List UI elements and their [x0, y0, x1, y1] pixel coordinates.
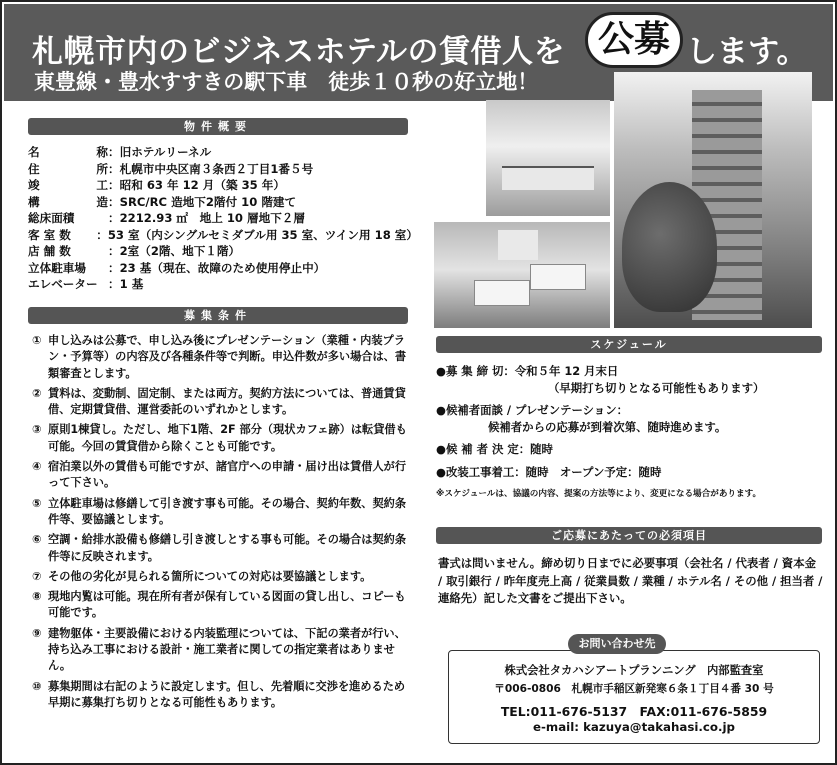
- overview-value: ：2212.93 ㎡ 地上 10 層地下２層: [108, 211, 305, 225]
- condition-number: ⑥: [32, 533, 42, 547]
- overview-row: [28, 144, 418, 161]
- headline-subtitle: 東豊線・豊水すすきの駅下車 徒歩１０秒の好立地！: [34, 70, 539, 94]
- overview-row: [28, 194, 418, 211]
- condition-item: [32, 626, 412, 675]
- overview-label: [28, 260, 108, 277]
- condition-text: 申し込みは公募で、申し込み後にプレゼンテーション（業種・内装プラン・予算等）の内容及び各種条件等で判断。申込件数が多い場合は、書類審査とします。: [48, 334, 407, 380]
- overview-label: [28, 161, 108, 178]
- schedule-decision: ●候 補 者 決 定：随時: [436, 442, 553, 456]
- overview-label-part: 工: [96, 178, 108, 192]
- public-offering-badge: 公募: [585, 12, 683, 68]
- schedule-interview-note: 候補者からの応募が到着次第、随時進めます。: [488, 419, 727, 434]
- overview-label-part: 立体駐車場: [28, 260, 86, 275]
- overview-label: [28, 227, 96, 244]
- condition-item: [32, 679, 412, 712]
- contact-company: 株式会社タカハシアートプランニング 内部監査室: [504, 664, 764, 677]
- overview-value: ：1 基: [108, 277, 144, 291]
- overview-label-part: 総床面積: [28, 211, 75, 225]
- schedule-list: [436, 363, 826, 503]
- condition-item: [32, 386, 412, 419]
- headline-title-end: します。: [686, 34, 808, 70]
- condition-number: ③: [32, 423, 42, 437]
- condition-text: 原則1棟貸し。ただし、地下1階、2F 部分（現状カフェ跡）は転貸借も可能。今回の賃貸借から除くことも可能です。: [48, 423, 407, 453]
- overview-value: ：53 室（内シングルセミダブル用 35 室、ツイン用 18 室）: [96, 227, 418, 242]
- condition-text: 立体駐車場は修繕して引き渡す事も可能。その場合、契約年数、契約条件等、要協議とします。: [48, 496, 407, 526]
- overview-label: [28, 194, 108, 211]
- condition-item: [32, 569, 412, 585]
- headline-title: 札幌市内のビジネスホテルの賃借人を: [32, 34, 566, 70]
- condition-number: ①: [32, 334, 42, 347]
- room-window-shape: [498, 230, 538, 260]
- overview-row: [28, 210, 418, 227]
- required-text: 書式は問いません。締め切り日までに必要事項（会社名 / 代表者 / 資本金 / 取引銀行 / 昨年度売上高 / 従業員数 / 業種 / ホテル名 / その他 / 担当者 / 連絡先）記した文書をご提出下さい。: [438, 556, 823, 605]
- overview-row: [28, 177, 418, 194]
- schedule-heading: スケジュール: [436, 336, 822, 353]
- condition-item: [32, 532, 412, 565]
- contact-address: 〒006-0806 札幌市手稲区新発寒６条１丁目４番 30 号: [494, 683, 774, 695]
- overview-label-part: 竣: [28, 178, 40, 192]
- condition-text: 宿泊業以外の賃借も可能ですが、諸官庁への申請・届け出は賃借人が行って下さい。: [48, 460, 407, 490]
- overview-label-part: 造: [96, 194, 108, 209]
- overview-value: ：SRC/RC 造地下2階付 10 階建て: [108, 194, 297, 209]
- overview-value: ：昭和 63 年 12 月（築 35 年）: [108, 178, 285, 192]
- overview-label-part: 称: [96, 145, 108, 159]
- condition-item: [32, 496, 412, 529]
- schedule-deadline: ●募 集 締 切：令和５年 12 月末日: [436, 364, 619, 378]
- tree-shape: [622, 182, 717, 312]
- overview-label-part: 構: [28, 194, 40, 209]
- condition-text: 募集期間は右記のように設定します。但し、先着順に交渉を進めるため早期に募集打ち切りとなる可能性もあります。: [48, 679, 406, 709]
- overview-label: [28, 243, 108, 260]
- overview-label-part: エレベーター: [28, 277, 98, 291]
- schedule-note: ※スケジュールは、協議の内容、提案の方法等により、変更になる場合があります。: [436, 489, 762, 499]
- overview-row: [28, 276, 418, 293]
- bed-shape: [530, 264, 586, 290]
- overview-label: [28, 177, 108, 194]
- schedule-deadline-note: （早期打ち切りとなる可能性もあります）: [548, 380, 765, 395]
- condition-text: 現地内覧は可能。現在所有者が保有している図面の貸し出し、コピーも可能です。: [48, 590, 406, 620]
- schedule-interview: ●候補者面談 / プレゼンテーション：: [436, 403, 628, 417]
- condition-text: 賃料は、変動制、固定制、または両方。契約方法については、普通賃貸借、定期賃貸借、運営委託のいずれかとします。: [48, 386, 406, 417]
- condition-item: [32, 459, 412, 492]
- conditions-list: [32, 333, 412, 715]
- condition-number: ④: [32, 460, 42, 474]
- overview-row: [28, 243, 418, 260]
- condition-text: 建物躯体・主要設備における内装監理については、下記の業者が行い、持ち込み工事における設計・施工業者に関しての指定業者はありません。: [48, 626, 406, 673]
- condition-number: ⑦: [32, 569, 42, 583]
- overview-row: [28, 161, 418, 178]
- overview-label-part: 客 室 数: [28, 227, 71, 242]
- reception-counter-shape: [502, 166, 594, 190]
- guest-room-photo: [434, 222, 610, 328]
- overview-heading: 物件概要: [28, 118, 408, 135]
- condition-number: ②: [32, 386, 42, 400]
- condition-number: ⑩: [32, 679, 42, 693]
- schedule-renovation: ●改装工事着工：随時 オープン予定：随時: [436, 464, 662, 479]
- overview-label-part: 住: [28, 161, 40, 176]
- contact-phone: TEL:011-676-5137 FAX:011-676-5859: [500, 704, 768, 719]
- overview-value: ：23 基（現在、故障のため使用停止中）: [108, 260, 326, 275]
- overview-value: ：札幌市中央区南３条西２丁目1番５号: [108, 161, 314, 176]
- condition-item: [32, 422, 412, 455]
- contact-heading: お問い合わせ先: [568, 634, 666, 654]
- overview-label: [28, 210, 108, 227]
- condition-item: [32, 333, 412, 382]
- overview-label-part: 所: [96, 161, 108, 176]
- condition-number: ⑤: [32, 496, 42, 510]
- overview-value: ：旧ホテルリーネル: [108, 145, 212, 159]
- bed-shape: [474, 280, 530, 306]
- overview-value: ：2室（2階、地下１階）: [108, 244, 241, 258]
- conditions-heading: 募集条件: [28, 307, 408, 324]
- overview-row: [28, 227, 418, 244]
- condition-text: 空調・給排水設備も修繕し引き渡しとする事も可能。その場合は契約条件等に反映されます。: [48, 533, 407, 563]
- overview-label: [28, 276, 108, 293]
- condition-text: その他の劣化が見られる箇所についての対応は要協議とします。: [48, 569, 372, 583]
- condition-number: ⑨: [32, 626, 42, 640]
- required-heading: ご応募にあたっての必須項目: [436, 527, 822, 544]
- overview-list: [28, 144, 418, 293]
- condition-item: [32, 589, 412, 622]
- condition-number: ⑧: [32, 590, 42, 604]
- overview-label-part: 店 舗 数: [28, 244, 71, 258]
- overview-label: [28, 144, 108, 161]
- lobby-photo: [486, 100, 610, 216]
- building-exterior-photo: [614, 72, 812, 328]
- overview-label-part: 名: [28, 145, 40, 159]
- overview-row: [28, 260, 418, 277]
- contact-email[interactable]: e-mail: kazuya@takahasi.co.jp: [533, 720, 735, 734]
